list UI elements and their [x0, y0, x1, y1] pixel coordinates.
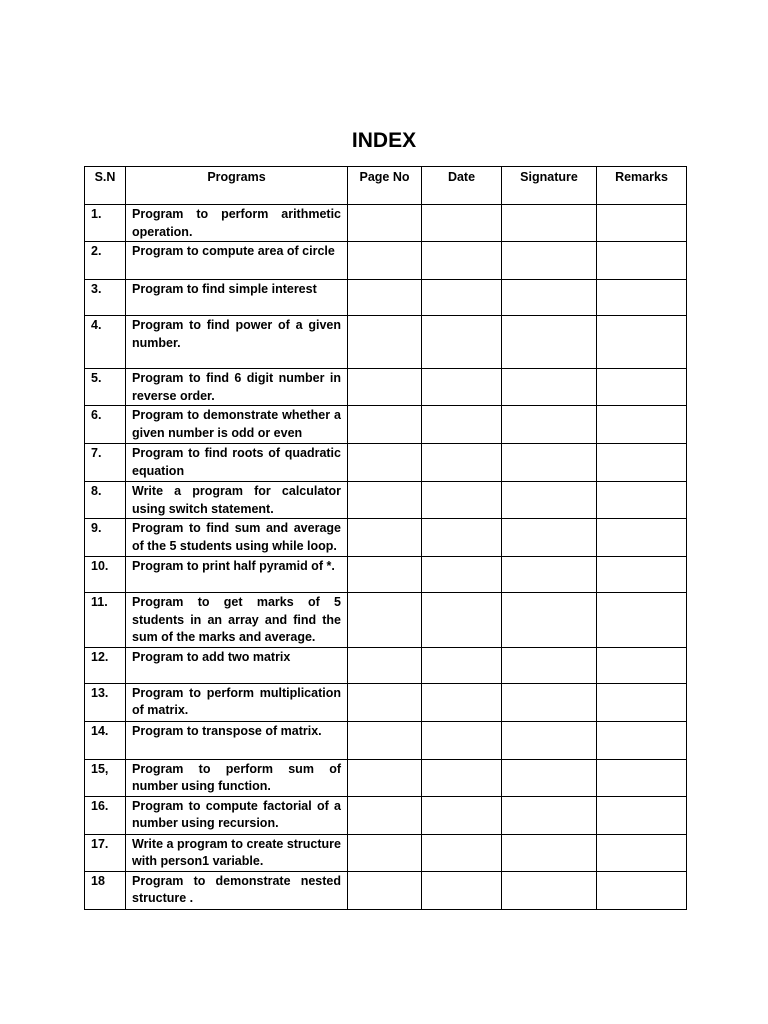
header-row	[85, 167, 687, 205]
signature-cell[interactable]	[502, 796, 597, 834]
date-cell[interactable]	[422, 796, 502, 834]
signature-cell[interactable]	[502, 519, 597, 557]
row-sn: 4.	[85, 316, 126, 369]
date-cell[interactable]	[422, 406, 502, 444]
signature-cell[interactable]	[502, 557, 597, 593]
row-sn: 7.	[85, 444, 126, 482]
table-row	[85, 593, 687, 648]
page-no-cell[interactable]	[348, 834, 422, 871]
page-no-cell[interactable]	[348, 369, 422, 406]
remarks-cell[interactable]	[597, 759, 687, 796]
row-sn: 6.	[85, 406, 126, 444]
row-program: Program to demonstrate nested structure .	[126, 871, 348, 909]
row-program: Program to perform arithmetic operation.	[126, 205, 348, 242]
remarks-cell[interactable]	[597, 242, 687, 280]
table-row	[85, 280, 687, 316]
row-sn: 14.	[85, 721, 126, 759]
row-program: Program to find power of a given number.	[126, 316, 348, 369]
header-programs: Programs	[126, 167, 348, 205]
index-table	[84, 166, 687, 910]
date-cell[interactable]	[422, 557, 502, 593]
date-cell[interactable]	[422, 721, 502, 759]
date-cell[interactable]	[422, 316, 502, 369]
signature-cell[interactable]	[502, 482, 597, 519]
table-row	[85, 519, 687, 557]
row-sn: 15,	[85, 759, 126, 796]
row-program: Program to add two matrix	[126, 647, 348, 683]
remarks-cell[interactable]	[597, 796, 687, 834]
row-sn: 16.	[85, 796, 126, 834]
row-sn: 2.	[85, 242, 126, 280]
signature-cell[interactable]	[502, 316, 597, 369]
row-sn: 11.	[85, 593, 126, 648]
remarks-cell[interactable]	[597, 871, 687, 909]
header-signature: Signature	[502, 167, 597, 205]
row-sn: 1.	[85, 205, 126, 242]
page-no-cell[interactable]	[348, 557, 422, 593]
remarks-cell[interactable]	[597, 721, 687, 759]
page-no-cell[interactable]	[348, 593, 422, 648]
remarks-cell[interactable]	[597, 406, 687, 444]
row-sn: 8.	[85, 482, 126, 519]
date-cell[interactable]	[422, 593, 502, 648]
table-row	[85, 482, 687, 519]
remarks-cell[interactable]	[597, 683, 687, 721]
remarks-cell[interactable]	[597, 519, 687, 557]
table-row	[85, 369, 687, 406]
signature-cell[interactable]	[502, 871, 597, 909]
date-cell[interactable]	[422, 683, 502, 721]
date-cell[interactable]	[422, 759, 502, 796]
remarks-cell[interactable]	[597, 369, 687, 406]
signature-cell[interactable]	[502, 759, 597, 796]
table-row	[85, 557, 687, 593]
signature-cell[interactable]	[502, 242, 597, 280]
date-cell[interactable]	[422, 444, 502, 482]
date-cell[interactable]	[422, 280, 502, 316]
row-sn: 10.	[85, 557, 126, 593]
row-sn: 5.	[85, 369, 126, 406]
signature-cell[interactable]	[502, 721, 597, 759]
row-program: Program to find sum and average of the 5 students using while loop.	[126, 519, 348, 557]
page-no-cell[interactable]	[348, 683, 422, 721]
page-no-cell[interactable]	[348, 406, 422, 444]
table-row	[85, 759, 687, 796]
page-no-cell[interactable]	[348, 721, 422, 759]
remarks-cell[interactable]	[597, 834, 687, 871]
signature-cell[interactable]	[502, 444, 597, 482]
remarks-cell[interactable]	[597, 593, 687, 648]
remarks-cell[interactable]	[597, 316, 687, 369]
page-no-cell[interactable]	[348, 647, 422, 683]
signature-cell[interactable]	[502, 834, 597, 871]
table-row	[85, 721, 687, 759]
date-cell[interactable]	[422, 871, 502, 909]
row-program: Program to find 6 digit number in reverse order.	[126, 369, 348, 406]
row-sn: 17.	[85, 834, 126, 871]
row-program: Program to perform sum of number using function.	[126, 759, 348, 796]
date-cell[interactable]	[422, 647, 502, 683]
row-program: Write a program to create structure with person1 variable.	[126, 834, 348, 871]
signature-cell[interactable]	[502, 683, 597, 721]
header-sn: S.N	[85, 167, 126, 205]
signature-cell[interactable]	[502, 369, 597, 406]
row-program: Program to find simple interest	[126, 280, 348, 316]
row-program: Program to perform multiplication of matrix.	[126, 683, 348, 721]
remarks-cell[interactable]	[597, 482, 687, 519]
row-program: Program to demonstrate whether a given number is odd or even	[126, 406, 348, 444]
row-program: Program to compute factorial of a number using recursion.	[126, 796, 348, 834]
date-cell[interactable]	[422, 519, 502, 557]
row-program: Program to find roots of quadratic equation	[126, 444, 348, 482]
date-cell[interactable]	[422, 834, 502, 871]
table-row	[85, 647, 687, 683]
signature-cell[interactable]	[502, 205, 597, 242]
row-program: Program to transpose of matrix.	[126, 721, 348, 759]
page-no-cell[interactable]	[348, 316, 422, 369]
remarks-cell[interactable]	[597, 557, 687, 593]
table-row	[85, 834, 687, 871]
page-no-cell[interactable]	[348, 796, 422, 834]
page-no-cell[interactable]	[348, 759, 422, 796]
table-row	[85, 796, 687, 834]
page-no-cell[interactable]	[348, 242, 422, 280]
date-cell[interactable]	[422, 242, 502, 280]
table-row	[85, 242, 687, 280]
signature-cell[interactable]	[502, 647, 597, 683]
row-sn: 12.	[85, 647, 126, 683]
page-title: INDEX	[351, 129, 417, 152]
date-cell[interactable]	[422, 205, 502, 242]
row-sn: 9.	[85, 519, 126, 557]
date-cell[interactable]	[422, 369, 502, 406]
row-program: Write a program for calculator using switch statement.	[126, 482, 348, 519]
table-row	[85, 871, 687, 909]
table-row	[85, 205, 687, 242]
signature-cell[interactable]	[502, 280, 597, 316]
header-remarks: Remarks	[597, 167, 687, 205]
remarks-cell[interactable]	[597, 444, 687, 482]
remarks-cell[interactable]	[597, 647, 687, 683]
row-program: Program to compute area of circle	[126, 242, 348, 280]
page-no-cell[interactable]	[348, 280, 422, 316]
page-no-cell[interactable]	[348, 482, 422, 519]
header-date: Date	[422, 167, 502, 205]
header-page-no: Page No	[348, 167, 422, 205]
table-row	[85, 444, 687, 482]
row-program: Program to get marks of 5 students in an array and find the sum of the marks and average.	[126, 593, 348, 648]
table-row	[85, 683, 687, 721]
page-no-cell[interactable]	[348, 205, 422, 242]
page-no-cell[interactable]	[348, 444, 422, 482]
remarks-cell[interactable]	[597, 205, 687, 242]
signature-cell[interactable]	[502, 406, 597, 444]
date-cell[interactable]	[422, 482, 502, 519]
row-program: Program to print half pyramid of *.	[126, 557, 348, 593]
table-row	[85, 316, 687, 369]
row-sn: 18	[85, 871, 126, 909]
signature-cell[interactable]	[502, 593, 597, 648]
table-row	[85, 406, 687, 444]
row-sn: 13.	[85, 683, 126, 721]
remarks-cell[interactable]	[597, 280, 687, 316]
row-sn: 3.	[85, 280, 126, 316]
page-no-cell[interactable]	[348, 519, 422, 557]
page-no-cell[interactable]	[348, 871, 422, 909]
